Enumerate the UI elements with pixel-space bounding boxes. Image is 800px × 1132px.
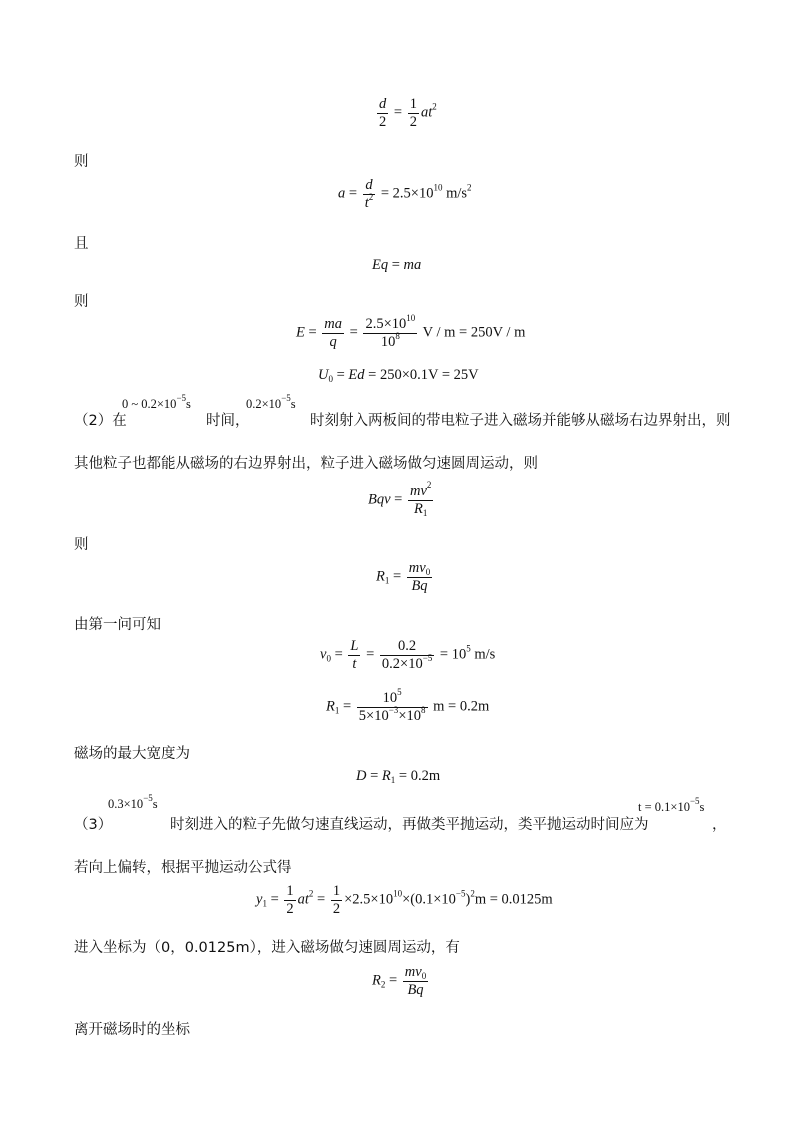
label-entry-coord: 进入坐标为（0，0.0125m），进入磁场做匀速圆周运动，有 [74, 940, 460, 956]
equation-radius-2: $R_2$ = $\frac{mv_0}{Bq}$ [372, 964, 427, 998]
label-upward: 若向上偏转，根据平抛运动公式得 [74, 860, 292, 876]
part3-text: 时刻进入的粒子先做匀速直线运动，再做类平抛运动，类平抛运动时间应为 [170, 817, 649, 833]
part2-line2: 其他粒子也都能从磁场的右边界射出，粒子进入磁场做匀速圆周运动，则 [74, 456, 538, 472]
equation-radius-1: $R_1$ = $\frac{mv_0}{Bq}$ [376, 560, 431, 594]
equation-velocity: $v_0$ = $\frac{L}{t}$ = $\frac{0.2}{0.2\times 10^{-5}}$ = $10^5$ m/s [320, 638, 496, 672]
label-max-width: 磁场的最大宽度为 [74, 746, 190, 762]
equation-radius-value: $R_1$ = $\frac{10^5}{5\times 10^{-3}\times 10^8}$ m = 0.2m [326, 687, 490, 724]
part3-comma: ， [712, 817, 727, 833]
equation-voltage: $U_0 = Ed = 250\times 0.1V = 25V$ [318, 367, 479, 384]
label-and: 且 [74, 236, 89, 252]
label-then-3: 则 [74, 537, 89, 553]
label-then-1: 则 [74, 154, 89, 170]
equation-half-d: $\frac{d}{2}$ = $\frac{1}{2}$ $at^2$ [379, 96, 437, 130]
label-then-2: 则 [74, 294, 89, 310]
part3-time-t: $t = 0.1\times 10^{-5}s$ [638, 796, 705, 814]
part2-prefix: （2）在 [74, 413, 127, 429]
label-from-first: 由第一问可知 [74, 617, 161, 633]
part3-prefix: （3） [74, 817, 113, 833]
part2-time2: $0.2\times 10^{-5}s$ [246, 393, 296, 411]
equation-field-strength: E = $\frac{ma}{q}$ = $\frac{2.5\times 10^{10}}{10^8}$ V / m = 250V / m [296, 313, 526, 350]
part2-mid2: 时刻射入两板间的带电粒子进入磁场并能够从磁场右边界射出，则 [310, 413, 731, 429]
part3-time: $0.3\times 10^{-5}s$ [108, 793, 158, 811]
part2-mid1: 时间， [206, 413, 250, 429]
part2-time-range: 0 ~ $0.2\times 10^{-5}s$ [122, 393, 191, 411]
equation-acceleration: a = $\frac{d}{t^2}$ = $2.5\times 10^{10}$ $m/s^2$ [338, 177, 472, 211]
equation-width: $D = R_1 = 0.2m$ [356, 768, 441, 785]
label-leave-coord: 离开磁场时的坐标 [74, 1022, 190, 1038]
equation-displacement: $y_1$ = $\frac{1}{2}$ $at^2$ = $\frac{1}{2}$ $\times 2.5\times 10^{10}\times(0.1\times 10^{-5})^2m = 0.0125m$ [256, 883, 553, 917]
equation-force: Eq = ma [372, 257, 422, 273]
equation-lorentz: Bqv = $\frac{mv^2}{R_1}$ [368, 480, 432, 518]
